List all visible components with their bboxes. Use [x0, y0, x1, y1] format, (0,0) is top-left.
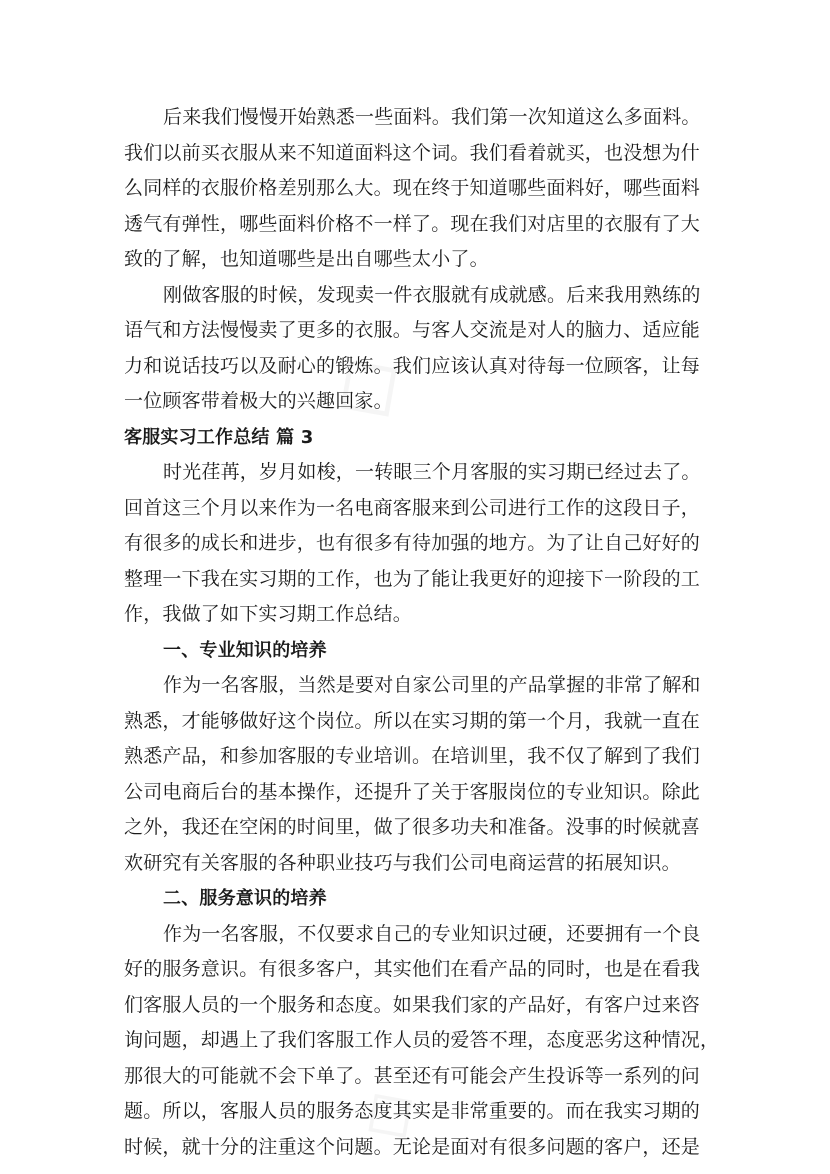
text-line: 之外，我还在空闲的时间里，做了很多功夫和准备。没事的时候就喜 — [124, 816, 701, 838]
text-line: 们客服人员的一个服务和态度。如果我们家的产品好，有客户过来咨 — [124, 993, 701, 1016]
text-line: 熟悉，才能够做好这个岗位。所以在实习期的第一个月，我就一直在 — [124, 709, 701, 732]
text-line: 一位顾客带着极大的兴趣回家。 — [124, 390, 393, 412]
text-line: 整理一下我在实习期的工作，也为了能让我更好的迎接下一阶段的工 — [124, 567, 701, 590]
paragraph-5 — [124, 917, 720, 1166]
text-line: 回首这三个月以来作为一名电商客服来到公司进行工作的这段日子， — [124, 496, 701, 519]
text-line: 欢研究有关客服的各种职业技巧与我们公司电商运营的拓展知识。 — [124, 851, 681, 874]
text-line: 时光荏苒，岁月如梭，一转眼三个月客服的实习期已经过去了。 — [163, 461, 701, 483]
text-line: 么同样的衣服价格差别那么大。现在终于知道哪些面料好，哪些面料 — [124, 177, 701, 199]
text-line: 我们以前买衣服从来不知道面料这个词。我们看着就买，也没想为什 — [124, 141, 701, 164]
paragraph-4 — [124, 668, 712, 881]
text-line: 作为一名客服，当然是要对自家公司里的产品掌握的非常了解和 — [163, 674, 701, 696]
text-line: 有很多的成长和进步，也有很多有待加强的地方。为了让自己好好的 — [124, 532, 701, 554]
text-line: 语气和方法慢慢卖了更多的衣服。与客人交流是对人的脑力、适应能 — [124, 319, 701, 341]
text-line: 那很大的可能就不会下单了。甚至还有可能会产生投诉等一系列的问 — [124, 1064, 701, 1087]
subheading-service-awareness: 二、服务意识的培养 — [163, 888, 327, 909]
text-line: 公司电商后台的基本操作，还提升了关于客服岗位的专业知识。除此 — [124, 780, 701, 803]
paragraph-2 — [124, 278, 712, 420]
text-line: 熟悉产品，和参加客服的专业培训。在培训里，我不仅了解到了我们 — [124, 745, 701, 767]
text-line: 作为一名客服，不仅要求自己的专业知识过硬，还要拥有一个良 — [163, 922, 701, 945]
text-line: 刚做客服的时候，发现卖一件衣服就有成就感。后来我用熟练的 — [163, 283, 701, 306]
text-line: 透气有弹性，哪些面料价格不一样了。现在我们对店里的衣服有了大 — [124, 212, 701, 235]
text-line: 后来我们慢慢开始熟悉一些面料。我们第一次知道这么多面料。 — [163, 106, 701, 128]
text-line: 力和说话技巧以及耐心的锻炼。我们应该认真对待每一位顾客，让每 — [124, 354, 701, 377]
text-line: 询问题，却遇上了我们客服工作人员的爱答不理，态度恶劣这种情况， — [124, 1029, 720, 1051]
section-heading: 客服实习工作总结 篇 3 — [124, 426, 314, 448]
text-line: 题。所以，客服人员的服务态度其实是非常重要的。而在我实习期的 — [124, 1100, 701, 1122]
text-line: 致的了解，也知道哪些是出自哪些太小了。 — [124, 248, 489, 270]
text-line: 好的服务意识。有很多客户，其实他们在看产品的同时，也是在看我 — [124, 958, 701, 980]
subheading-professional-knowledge: 一、专业知识的培养 — [163, 639, 327, 661]
text-line: 时候，就十分的注重这个问题。无论是面对有很多问题的客户，还是 — [124, 1135, 701, 1158]
text-line: 作，我做了如下实习期工作总结。 — [124, 603, 413, 625]
paragraph-3 — [124, 455, 712, 633]
paragraph-1 — [124, 100, 712, 278]
